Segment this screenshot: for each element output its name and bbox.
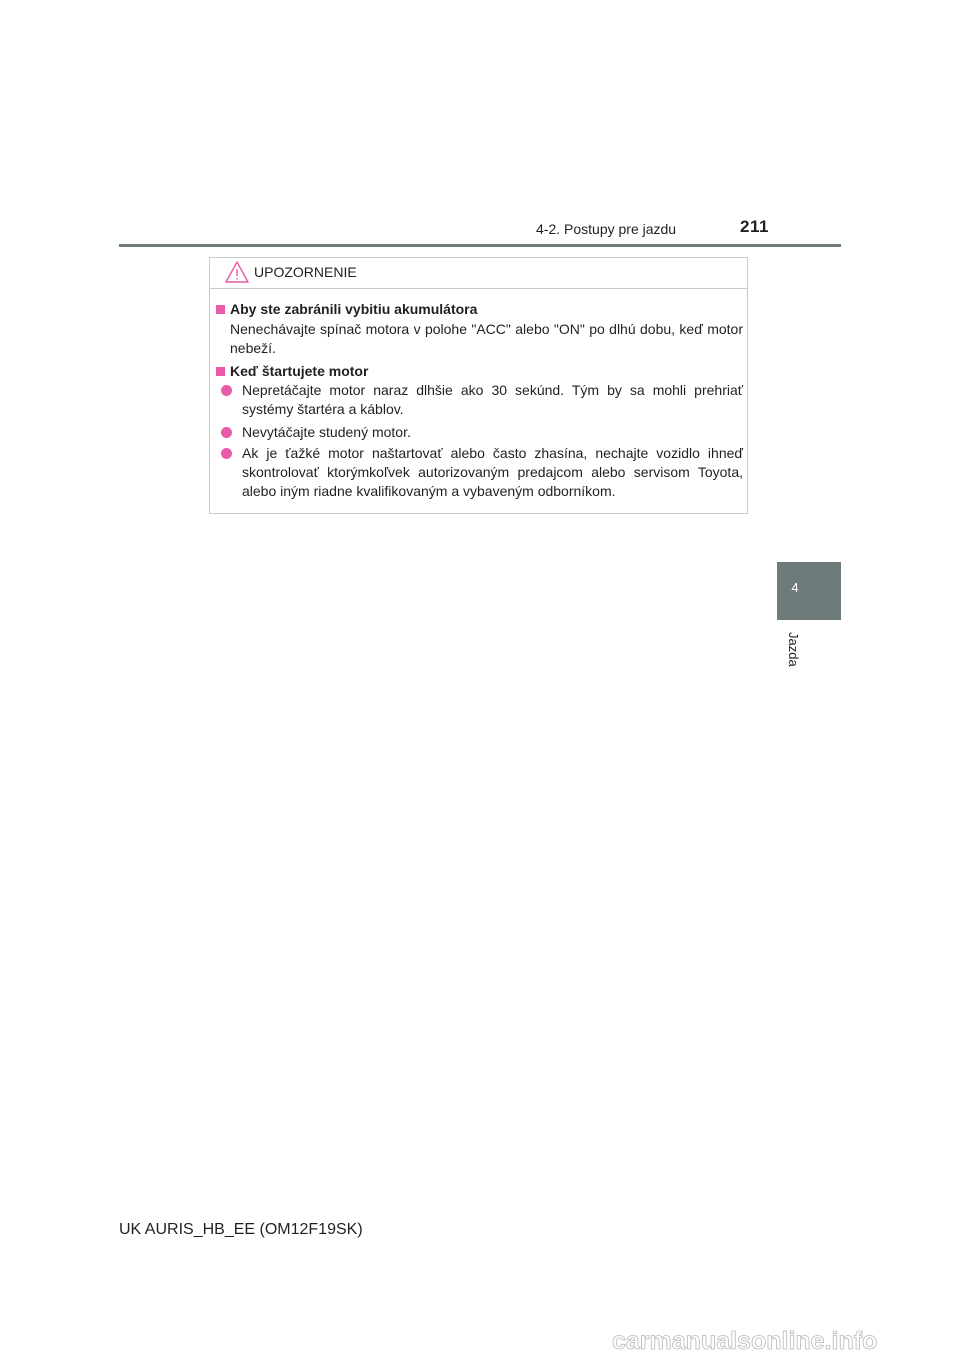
- list-item-text: Ak je ťažké motor naštartovať alebo často zhasína, nechajte vozidlo ihneď skontrolovať ktorýmkoľvek autorizovaným predajcom alebo servisom Toyota, alebo iným riadne kvalifikovaným a vybaveným odborníkom.: [242, 445, 743, 499]
- warning-header: [210, 258, 747, 289]
- warning-triangle-icon: [224, 260, 250, 284]
- page-number: 211: [740, 217, 769, 236]
- chapter-tab: [777, 562, 841, 620]
- chapter-label: Jazda: [786, 632, 801, 667]
- warning-title: UPOZORNENIE: [254, 264, 357, 280]
- bullet-dot-icon: [221, 448, 232, 459]
- list-item-text: Nevytáčajte studený motor.: [242, 424, 411, 440]
- chapter-tab-number: 4: [791, 580, 799, 595]
- section-heading: [216, 301, 477, 317]
- bullet-dot-icon: [221, 385, 232, 396]
- section-heading: [216, 363, 368, 379]
- square-bullet-icon: [216, 367, 225, 376]
- section-heading-text: Keď štartujete motor: [230, 363, 369, 379]
- section-title: 4-2. Postupy pre jazdu: [536, 221, 677, 237]
- warning-box: [209, 257, 748, 514]
- watermark-logo: [612, 1323, 957, 1357]
- square-bullet-icon: [216, 305, 225, 314]
- list-item-text: Nepretáčajte motor naraz dlhšie ako 30 sekúnd. Tým by sa mohli prehriať systémy štartéra a káblov.: [242, 382, 743, 417]
- section-heading-text: Aby ste zabránili vybitiu akumulátora: [230, 301, 478, 317]
- watermark-text: carmanualsonline.info: [612, 1327, 878, 1355]
- header-rule: [119, 244, 841, 247]
- model-code: UK AURIS_HB_EE (OM12F19SK): [119, 1221, 363, 1238]
- section-paragraph: Nenechávajte spínač motora v polohe "ACC" alebo "ON" po dlhú dobu, keď motor nebeží.: [230, 321, 743, 356]
- bullet-dot-icon: [221, 427, 232, 438]
